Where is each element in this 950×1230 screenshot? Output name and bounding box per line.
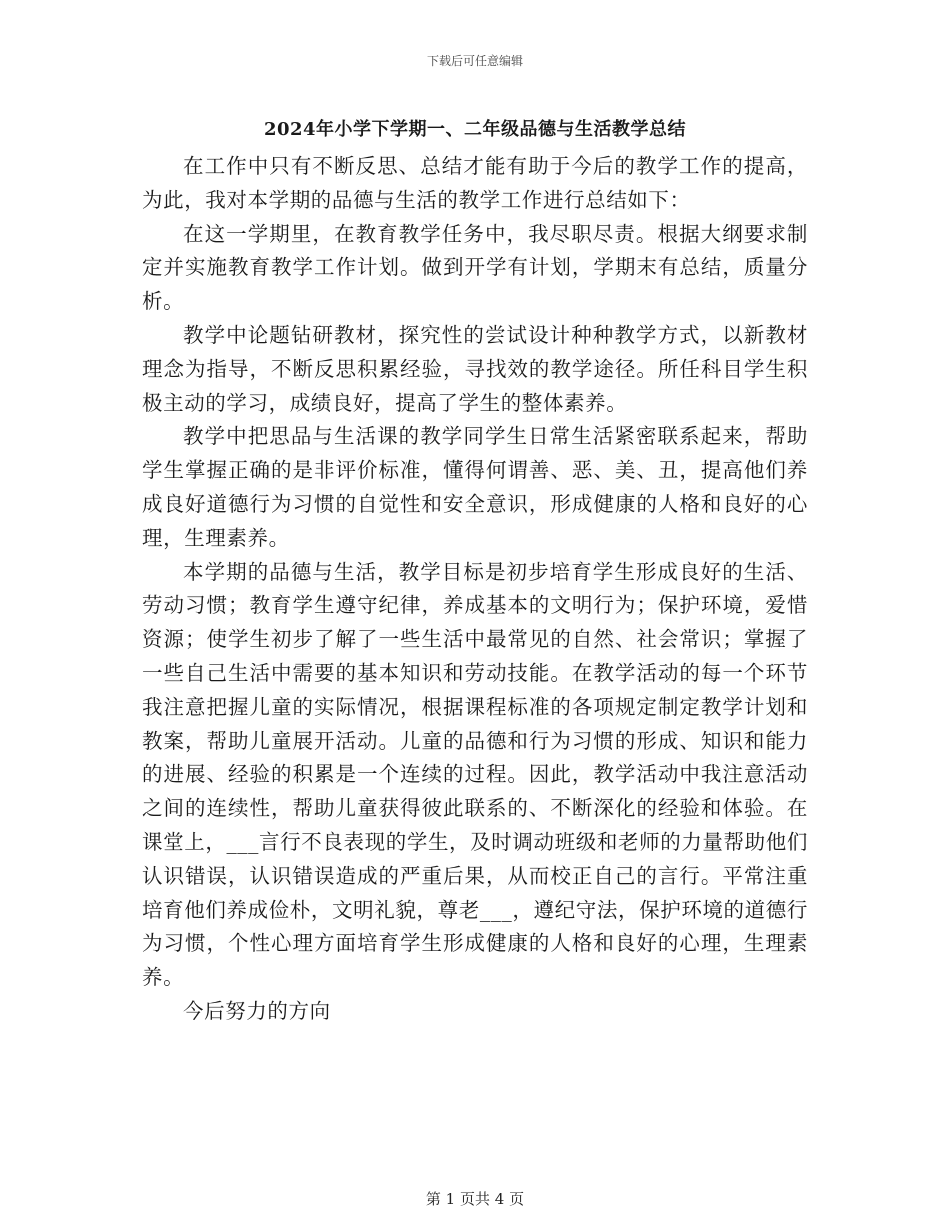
paragraph-4: 教学中把思品与生活课的教学同学生日常生活紧密联系起来，帮助学生掌握正确的是非评价标准，懂得何谓善、恶、美、丑，提高他们养成良好道德行为习惯的自觉性和安全意识，形成健康的人格和良好的心理，生理素养。 <box>142 424 808 550</box>
paragraph-1: 在工作中只有不断反思、总结才能有助于今后的教学工作的提高，为此，我对本学期的品德与生活的教学工作进行总结如下： <box>142 154 808 212</box>
document-body <box>142 150 808 1029</box>
paragraph-3: 教学中论题钻研教材，探究性的尝试设计种种教学方式，以新教材理念为指导，不断反思积累经验，寻找效的教学途径。所任科目学生积极主动的学习，成绩良好，提高了学生的整体素养。 <box>142 322 808 415</box>
section-heading: 今后努力的方向 <box>183 998 331 1023</box>
page-footer: 第 1 页共 4 页 <box>425 1190 525 1208</box>
page-header: 下载后可任意编辑 <box>426 54 523 68</box>
paragraph-5: 本学期的品德与生活，教学目标是初步培育学生形成良好的生活、劳动习惯；教育学生遵守纪律，养成基本的文明行为；保护环境，爱惜资源；使学生初步了解了一些生活中最常见的自然、社会常识；掌握了一些自己生活中需要的基本知识和劳动技能。在教学活动的每一个环节我注意把握儿童的实际情况，根据课程标准的各项规定制定教学计划和教案，帮助儿童展开活动。儿童的品德和行为习惯的形成、知识和能力的进展、经验的积累是一个连续的过程。因此，教学活动中我注意活动之间的连续性，帮助儿童获得彼此联系的、不断深化的经验和体验。在课堂上，___言行不良表现的学生，及时调动班级和老师的力量帮助他们认识错误，认识错误造成的严重后果，从而校正自己的言行。平常注重培育他们养成俭朴，文明礼貌，尊老___，遵纪守法，保护环境的道德行为习惯，个性心理方面培育学生形成健康的人格和良好的心理，生理素养。 <box>142 559 808 990</box>
document-title: 2024年小学下学期一、二年级品德与生活教学总结 <box>263 119 687 140</box>
paragraph-2: 在这一学期里，在教育教学任务中，我尽职尽责。根据大纲要求制定并实施教育教学工作计划。做到开学有计划，学期末有总结，质量分析。 <box>142 221 808 314</box>
